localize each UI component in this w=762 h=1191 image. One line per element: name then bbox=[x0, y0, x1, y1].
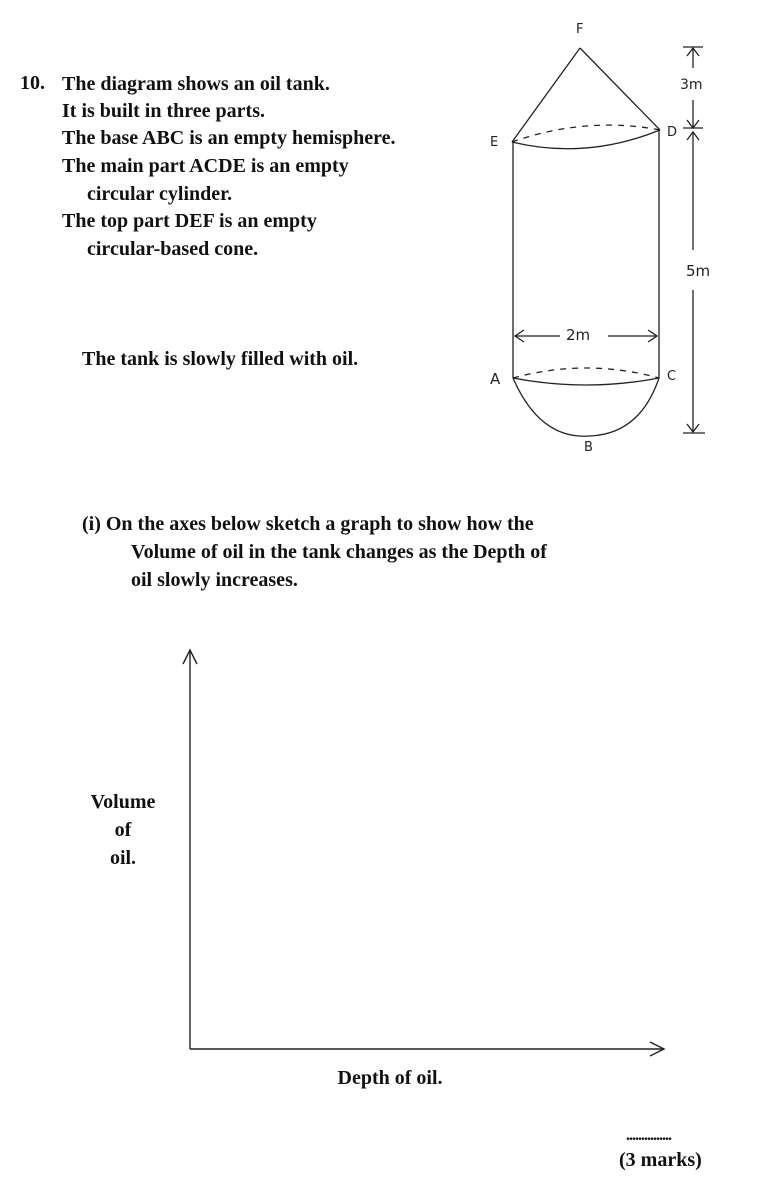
part-i-line-1: (i) On the axes below sketch a graph to show how the bbox=[82, 513, 534, 535]
part-i-line-2: Volume of oil in the tank changes as the Depth of bbox=[131, 541, 547, 563]
question-line-2: It is built in three parts. bbox=[62, 100, 265, 122]
dimension-cylinder-height: 5m bbox=[686, 262, 711, 280]
y-axis-label-line-1: Volume bbox=[90, 791, 156, 813]
question-line-1: The diagram shows an oil tank. bbox=[62, 73, 330, 95]
label-A: A bbox=[490, 370, 501, 388]
label-D: D bbox=[667, 125, 678, 140]
cone-right-edge bbox=[580, 48, 660, 130]
dimension-cone-height: 3m bbox=[680, 77, 703, 93]
top-ellipse-back bbox=[512, 125, 660, 142]
graph-axes bbox=[183, 650, 664, 1056]
y-axis-label bbox=[76, 788, 170, 872]
dimension-diameter: 2m bbox=[566, 326, 591, 344]
label-C: C bbox=[667, 369, 677, 384]
question-line-4: The main part ACDE is an empty bbox=[62, 155, 349, 177]
y-axis-label-line-3: oil. bbox=[109, 847, 137, 869]
cone-left-edge bbox=[512, 48, 580, 142]
question-line-3: The base ABC is an empty hemisphere. bbox=[62, 127, 396, 149]
question-line-5: circular cylinder. bbox=[87, 183, 233, 205]
part-i-line-3: oil slowly increases. bbox=[131, 569, 298, 591]
filled-text: The tank is slowly filled with oil. bbox=[82, 348, 359, 370]
label-E: E bbox=[490, 135, 499, 150]
y-axis-label-line-2: of bbox=[114, 819, 132, 841]
question-line-6: The top part DEF is an empty bbox=[62, 210, 317, 232]
hemisphere bbox=[513, 378, 659, 436]
label-F: F bbox=[576, 22, 584, 37]
label-B: B bbox=[584, 440, 593, 455]
top-ellipse-front bbox=[512, 130, 660, 149]
question-number: 10. bbox=[20, 72, 45, 94]
bottom-ellipse-back bbox=[513, 368, 659, 378]
marks-label: (3 marks) bbox=[619, 1149, 702, 1171]
answer-dots: ............... bbox=[626, 1127, 671, 1144]
bottom-ellipse-front bbox=[513, 378, 659, 385]
x-axis-label: Depth of oil. bbox=[337, 1067, 443, 1089]
question-line-7: circular-based cone. bbox=[87, 238, 259, 260]
